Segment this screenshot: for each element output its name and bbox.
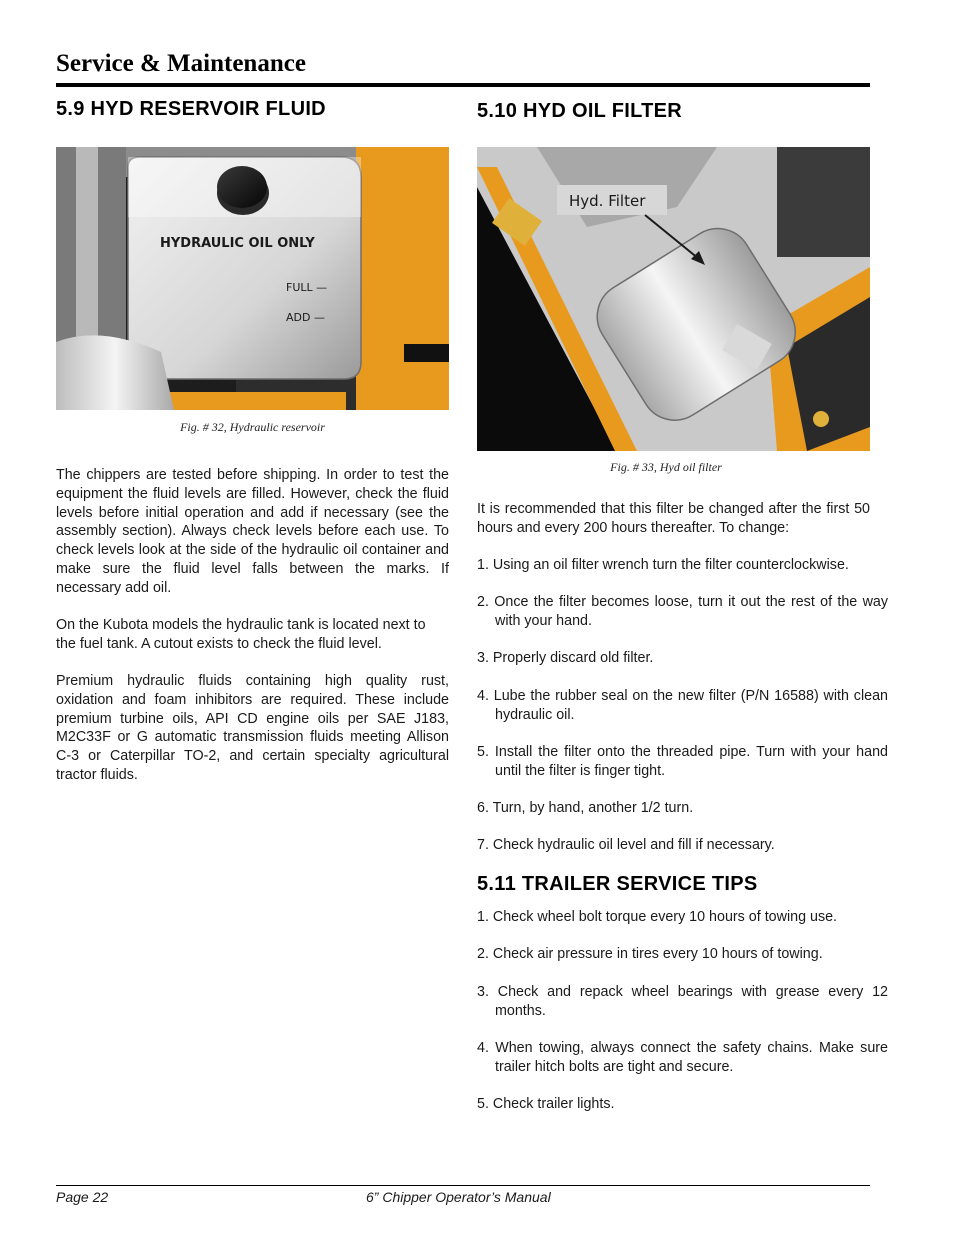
figure-caption-32: Fig. # 32, Hydraulic reservoir [180,420,325,434]
header-rule [56,83,870,87]
filter-step-3: 3. Properly discard old filter. [477,650,654,666]
section-heading-hyd-reservoir: 5.9 HYD RESERVOIR FLUID [56,98,326,120]
reservoir-paragraph-2: On the Kubota models the hydraulic tank is located next to the fuel tank. A cutout exists to check the fluid level. [56,617,426,652]
footer-manual-title: 6” Chipper Operator’s Manual [366,1189,551,1205]
reservoir-paragraph-3: Premium hydraulic fluids containing high quality rust, oxidation and foam inhibitors are required. These include premium turbine oils, API CD engine oils per SAE J183, M2C33F or G automatic transmission fluids meeting Allison C-3 or Caterpillar TO-2, and certain specialty agricultural tractor fluids. [56,673,449,783]
figure-caption-33: Fig. # 33, Hyd oil filter [610,460,722,474]
trailer-tip-3: 3. Check and repack wheel bearings with grease every 12 months. [477,984,888,1019]
full-mark: FULL — [286,281,328,294]
filter-intro: It is recommended that this filter be changed after the first 50 hours and every 200 hours thereafter. To change: [477,501,870,536]
trailer-tip-1: 1. Check wheel bolt torque every 10 hours of towing use. [477,909,838,925]
page-header-title: Service & Maintenance [56,50,306,77]
filter-step-1: 1. Using an oil filter wrench turn the filter counterclockwise. [477,557,849,573]
filter-step-2: 2. Once the filter becomes loose, turn it out the rest of the way with your hand. [477,594,888,629]
trailer-tip-4: 4. When towing, always connect the safety chains. Make sure trailer hitch bolts are tight and secure. [477,1040,888,1075]
filter-step-5: 5. Install the filter onto the threaded pipe. Turn with your hand until the filter is finger tight. [477,744,888,779]
trailer-tip-2: 2. Check air pressure in tires every 10 hours of towing. [477,946,823,962]
tank-label: HYDRAULIC OIL ONLY [160,236,315,251]
hyd-oil-filter-illustration [477,147,870,451]
filter-step-6: 6. Turn, by hand, another 1/2 turn. [477,800,694,816]
reservoir-paragraph-1: The chippers are tested before shipping. In order to test the equipment the fluid levels are filled. However, check the fluid levels before initial operation and add if necessary (see the assembly section). Always check levels before each use. To check levels look at the side of the hydraulic oil container and make sure the fluid level falls between the marks. If necessary add oil. [56,467,449,596]
add-mark: ADD — [286,311,325,324]
section-heading-trailer-service-tips: 5.11 TRAILER SERVICE TIPS [477,873,758,895]
figure-hyd-oil-filter [477,147,870,451]
figure-hydraulic-reservoir [56,147,449,410]
footer-page-number: Page 22 [56,1189,109,1205]
section-heading-hyd-oil-filter: 5.10 HYD OIL FILTER [477,100,682,122]
hydraulic-reservoir-illustration [56,147,449,410]
filter-step-7: 7. Check hydraulic oil level and fill if necessary. [477,837,775,853]
footer-rule [56,1185,870,1186]
filter-step-4: 4. Lube the rubber seal on the new filter (P/N 16588) with clean hydraulic oil. [477,688,888,723]
trailer-tip-5: 5. Check trailer lights. [477,1096,615,1112]
hyd-filter-callout: Hyd. Filter [569,192,646,210]
